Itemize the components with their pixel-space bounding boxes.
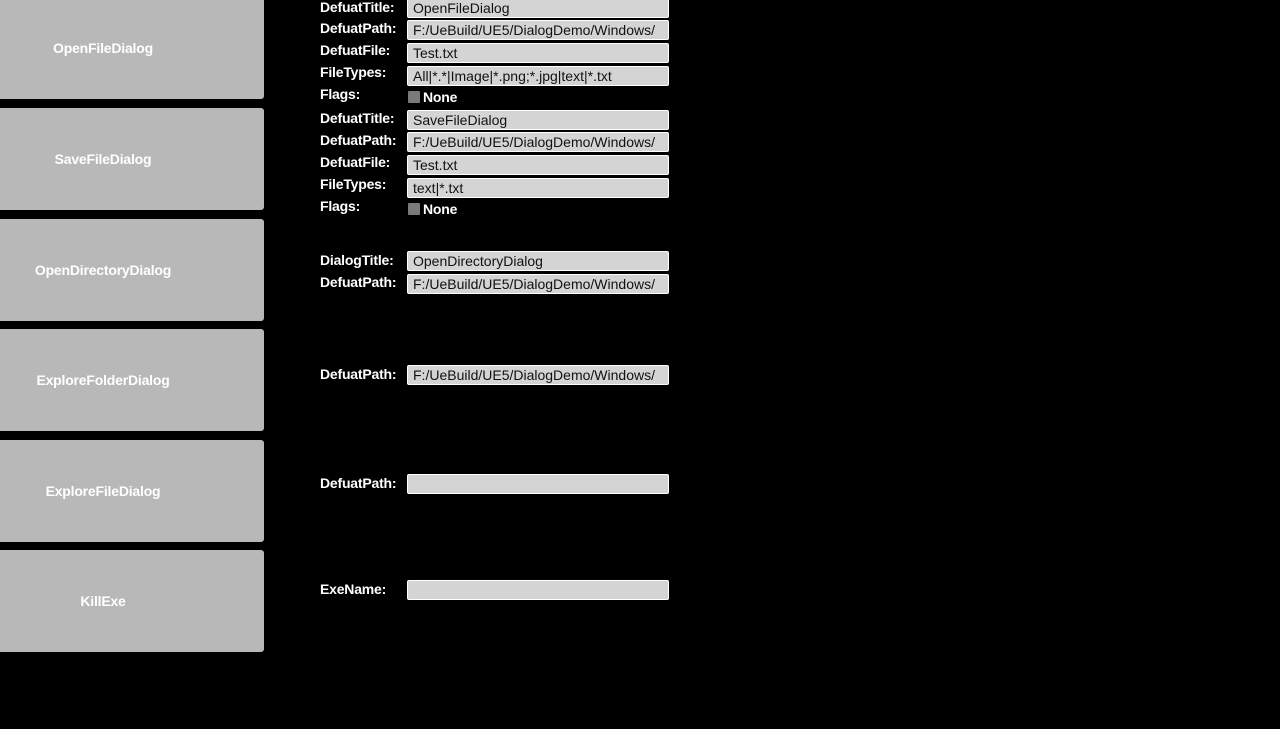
explore-folder-path-label: DefuatPath: [320, 366, 397, 382]
save-file-file-label: DefuatFile: [320, 154, 391, 170]
open-directory-path-input[interactable]: F:/UeBuild/UE5/DialogDemo/Windows/ [407, 274, 669, 294]
open-directory-title-input[interactable]: OpenDirectoryDialog [407, 251, 669, 271]
save-file-path-label: DefuatPath: [320, 132, 397, 148]
open-file-dialog-button[interactable]: OpenFileDialog [0, 0, 264, 99]
save-file-flags-checkbox[interactable] [408, 201, 457, 217]
explore-folder-dialog-button[interactable]: ExploreFolderDialog [0, 329, 264, 431]
open-file-types-label: FileTypes: [320, 64, 387, 80]
open-file-types-input[interactable]: All|*.*|Image|*.png;*.jpg|text|*.txt [407, 66, 669, 86]
open-file-flags-label: Flags: [320, 86, 361, 102]
save-file-path-input[interactable]: F:/UeBuild/UE5/DialogDemo/Windows/ [407, 132, 669, 152]
save-file-title-input[interactable]: SaveFileDialog [407, 110, 669, 130]
explore-file-path-input[interactable] [407, 474, 669, 494]
open-file-path-input[interactable]: F:/UeBuild/UE5/DialogDemo/Windows/ [407, 20, 669, 40]
save-file-title-label: DefuatTitle: [320, 110, 395, 126]
checkbox-icon[interactable] [408, 203, 420, 215]
open-file-file-input[interactable]: Test.txt [407, 43, 669, 63]
open-file-title-input[interactable]: OpenFileDialog [407, 0, 669, 18]
save-file-types-label: FileTypes: [320, 176, 387, 192]
open-file-file-label: DefuatFile: [320, 42, 391, 58]
open-file-flags-checkbox[interactable] [408, 89, 457, 105]
save-file-file-input[interactable]: Test.txt [407, 155, 669, 175]
open-directory-dialog-button[interactable]: OpenDirectoryDialog [0, 219, 264, 321]
explore-folder-path-input[interactable]: F:/UeBuild/UE5/DialogDemo/Windows/ [407, 365, 669, 385]
open-directory-title-label: DialogTitle: [320, 252, 394, 268]
open-file-title-label: DefuatTitle: [320, 0, 395, 15]
open-file-path-label: DefuatPath: [320, 20, 397, 36]
explore-file-path-label: DefuatPath: [320, 475, 397, 491]
open-directory-path-label: DefuatPath: [320, 274, 397, 290]
save-file-flags-value: None [423, 201, 458, 217]
explore-file-dialog-button[interactable]: ExploreFileDialog [0, 440, 264, 542]
save-file-dialog-button[interactable]: SaveFileDialog [0, 108, 264, 210]
kill-exe-button[interactable]: KillExe [0, 550, 264, 652]
kill-exe-name-input[interactable] [407, 580, 669, 600]
save-file-types-input[interactable]: text|*.txt [407, 178, 669, 198]
checkbox-icon[interactable] [408, 91, 420, 103]
save-file-flags-label: Flags: [320, 198, 361, 214]
open-file-flags-value: None [423, 89, 458, 105]
kill-exe-name-label: ExeName: [320, 581, 387, 597]
